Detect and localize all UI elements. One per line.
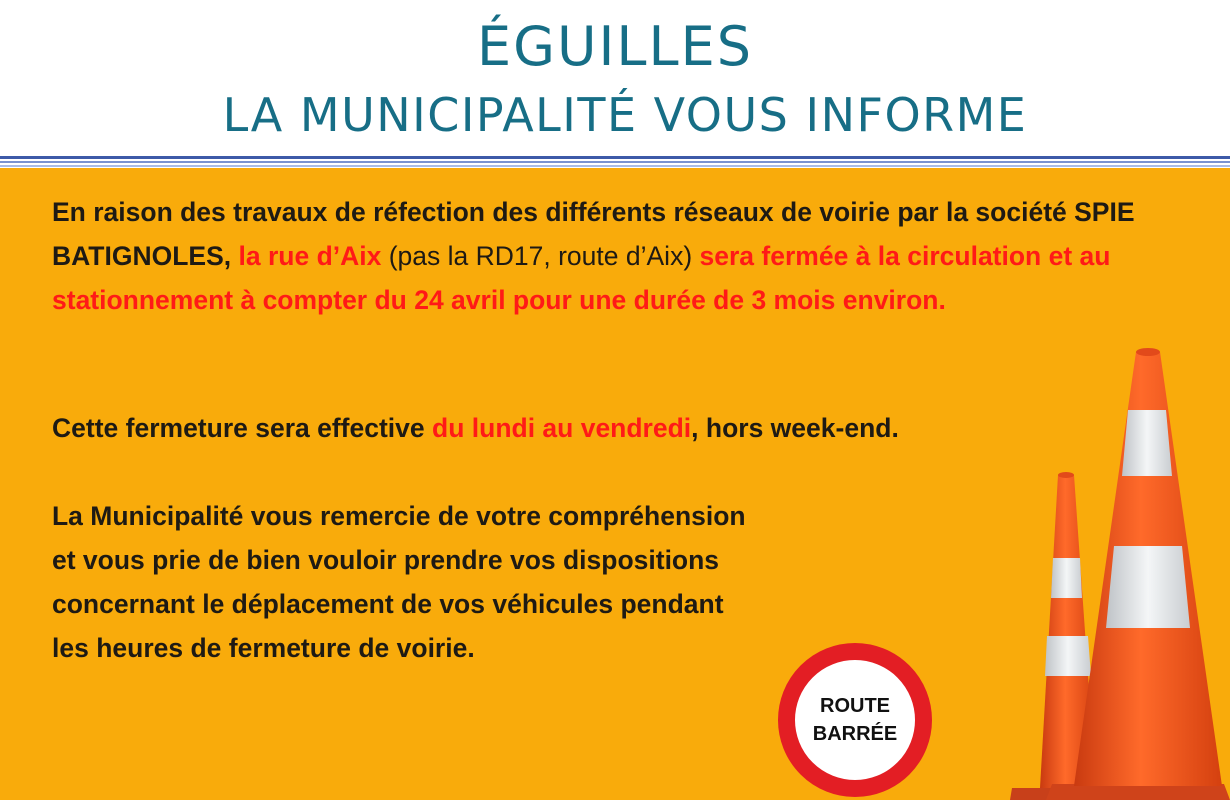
- road-closed-sign: [778, 643, 932, 797]
- closure-note: (pas la RD17, route d’Aix): [388, 241, 693, 271]
- thanks-line: et vous prie de bien vouloir prendre vos dispositions: [52, 545, 720, 575]
- notice-paragraph-closure: [52, 190, 1217, 322]
- thanks-line: les heures de fermeture de voirie.: [52, 633, 475, 663]
- header-divider: [0, 161, 1230, 163]
- traffic-cones-icon: [1010, 340, 1230, 800]
- thanks-line: concernant le déplacement de vos véhicules pendant: [52, 589, 724, 619]
- closure-details: sera fermée à la circulation et au stationnement à compter du 24 avril pour une durée de 3 mois environ.: [52, 241, 1111, 315]
- header-divider: [0, 165, 1230, 167]
- sign-text-line1: ROUTE: [820, 695, 890, 717]
- schedule-days: du lundi au vendredi: [432, 413, 692, 443]
- schedule-after: , hors week-end.: [691, 413, 899, 443]
- sign-text-line2: BARRÉE: [812, 723, 898, 745]
- page-subtitle: LA MUNICIPALITÉ VOUS INFORME: [222, 88, 1028, 142]
- header-divider: [0, 156, 1230, 159]
- schedule-before: Cette fermeture sera effective: [52, 413, 425, 443]
- closure-street: la rue d’Aix: [238, 241, 382, 271]
- closure-intro: En raison des travaux de réfection des différents réseaux de voirie par la société SPIE BATIGNOLES,: [52, 197, 1135, 271]
- page-header: [0, 0, 1230, 158]
- page-title: ÉGUILLES: [477, 15, 753, 78]
- thanks-line: La Municipalité vous remercie de votre compréhension: [52, 501, 746, 531]
- notice-paragraph-thanks: [52, 494, 952, 670]
